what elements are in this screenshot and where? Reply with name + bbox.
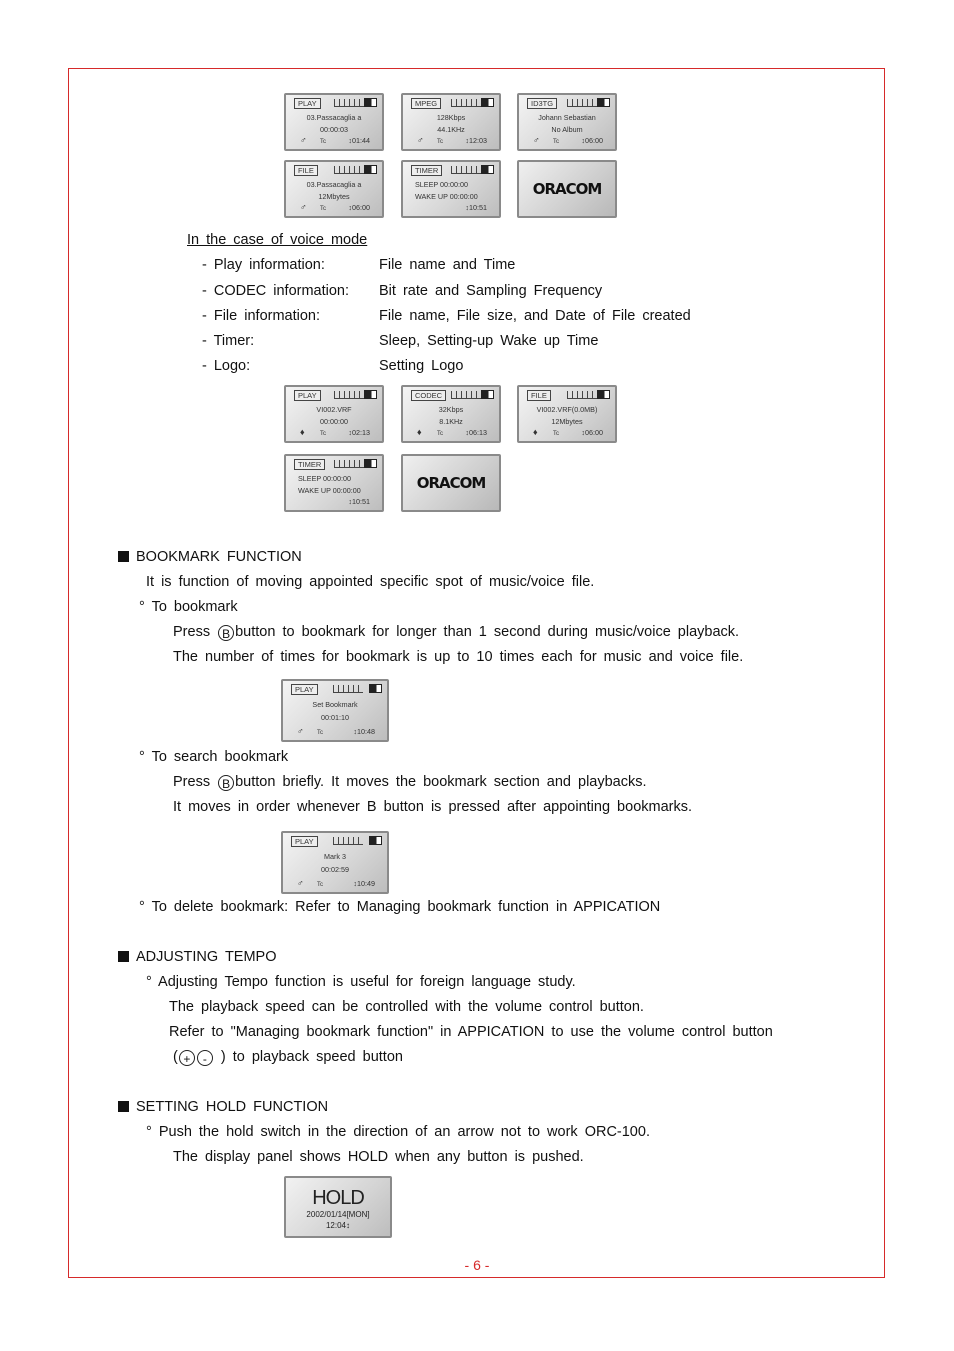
lcd-line2: 8.1KHz <box>439 417 463 426</box>
plus-button-icon: + <box>179 1050 195 1066</box>
eq-icon: Tc <box>317 730 323 736</box>
mic-icon: ♦ <box>300 427 305 437</box>
lcd-tab: PLAY <box>294 390 321 401</box>
voice-mode-heading: In the case of voice mode <box>187 232 368 248</box>
mode-icon: ♂ <box>300 135 307 145</box>
hold-section-title <box>118 1099 328 1115</box>
lcd-line2: 44.1KHz <box>437 125 465 134</box>
hold-text: HOLD <box>312 1187 364 1209</box>
voice-item-value: Sleep, Setting-up Wake up Time <box>379 333 599 349</box>
lcd-id3tag-screen <box>517 93 617 151</box>
lcd-time: ↕10:51 <box>465 203 487 212</box>
lcd-tab: TIMER <box>294 459 325 470</box>
minus-button-icon: - <box>197 1050 213 1066</box>
lcd-hold-screen <box>284 1176 392 1238</box>
eq-icon: Tc <box>320 431 326 437</box>
lcd-line1: VI002.VRF(0.0MB) <box>536 405 598 414</box>
lcd-time: ↕12:03 <box>465 136 487 145</box>
lcd-voice-file-screen <box>517 385 617 443</box>
lcd-time: ↕06:00 <box>581 136 603 145</box>
lcd-tab: PLAY <box>294 98 321 109</box>
voice-item-value: Setting Logo <box>379 358 464 374</box>
lcd-line2: 12Mbytes <box>551 417 583 426</box>
section-title-text: BOOKMARK FUNCTION <box>136 549 302 565</box>
lcd-tab: FILE <box>527 390 551 401</box>
voice-item-label: - Logo: <box>202 358 251 374</box>
eq-icon: Tc <box>437 431 443 437</box>
lcd-set-bookmark-screen <box>281 679 389 742</box>
voice-item-label: - Timer: <box>202 333 255 349</box>
oracom-logo: ORACOM <box>517 160 617 218</box>
lcd-line1: VI002.VRF <box>316 405 352 414</box>
lcd-line2: 12Mbytes <box>318 192 350 201</box>
tempo-line3: Refer to "Managing bookmark function" in APPICATION to use the volume control button <box>169 1024 773 1040</box>
eq-icon: Tc <box>553 139 559 145</box>
lcd-line1: 03.Passacaglia a <box>306 113 362 122</box>
bookmark-intro: It is function of moving appointed specific spot of music/voice file. <box>146 574 595 590</box>
delete-bookmark-line: ° To delete bookmark: Refer to Managing bookmark function in APPICATION <box>139 899 661 915</box>
volume-bars-icon <box>334 166 364 174</box>
search-line1-text: button briefly. It moves the bookmark section and playbacks. <box>235 774 647 790</box>
lcd-line1: Johann Sebastian <box>538 113 596 122</box>
volume-bars-icon <box>333 837 363 845</box>
lcd-tab: ID3TG <box>527 98 557 109</box>
lcd-line1: SLEEP 00:00:00 <box>298 474 352 483</box>
lcd-tab: MPEG <box>411 98 441 109</box>
lcd-time: ↕02:13 <box>348 428 370 437</box>
volume-bars-icon <box>567 391 597 399</box>
lcd-time: ↕10:51 <box>348 497 370 506</box>
lcd-tab: TIMER <box>411 165 442 176</box>
lcd-file-screen <box>284 160 384 218</box>
lcd-line1: 32Kbps <box>438 405 464 414</box>
lcd-tab: PLAY <box>291 684 318 695</box>
battery-icon <box>481 390 494 399</box>
hold-time: 12:04↕ <box>325 1221 351 1230</box>
to-bookmark-heading: ° To bookmark <box>139 599 238 615</box>
tempo-section-title <box>118 949 277 965</box>
lcd-mpeg-screen <box>401 93 501 151</box>
tempo-line2: The playback speed can be controlled with the volume control button. <box>169 999 644 1015</box>
volume-bars-icon <box>451 166 481 174</box>
b-button-icon: B <box>218 775 234 791</box>
volume-bars-icon <box>333 685 363 693</box>
lcd-play-screen <box>284 93 384 151</box>
section-title-text: ADJUSTING TEMPO <box>136 949 277 965</box>
lcd-line2: 00:01:10 <box>321 713 349 722</box>
tempo-line4 <box>173 1049 403 1066</box>
lcd-time: ↕10:49 <box>353 879 375 888</box>
lcd-line2: 00:00:03 <box>320 125 348 134</box>
lcd-line1: 128Kbps <box>436 113 466 122</box>
lcd-line1: Set Bookmark <box>312 700 358 709</box>
hold-line2: The display panel shows HOLD when any button is pushed. <box>173 1149 584 1165</box>
search-line1 <box>173 774 647 791</box>
mode-icon: ♂ <box>533 135 540 145</box>
bookmark-line1 <box>173 624 739 641</box>
lcd-line2: 00:02:59 <box>321 865 349 874</box>
battery-icon <box>481 165 494 174</box>
battery-icon <box>597 390 610 399</box>
square-bullet-icon <box>118 1101 129 1112</box>
lcd-time: ↕01:44 <box>348 136 370 145</box>
volume-bars-icon <box>567 99 597 107</box>
eq-icon: Tc <box>320 139 326 145</box>
lcd-time: ↕06:00 <box>581 428 603 437</box>
open-paren: ( <box>173 1049 178 1065</box>
lcd-line2: WAKE UP 00:00:00 <box>415 192 478 201</box>
volume-bars-icon <box>334 391 364 399</box>
eq-icon: Tc <box>320 206 326 212</box>
lcd-voice-play-screen <box>284 385 384 443</box>
lcd-voice-codec-screen <box>401 385 501 443</box>
square-bullet-icon <box>118 551 129 562</box>
voice-item-value: File name and Time <box>379 257 516 273</box>
tempo-line1: ° Adjusting Tempo function is useful for foreign language study. <box>146 974 576 990</box>
battery-icon <box>364 390 377 399</box>
volume-bars-icon <box>334 99 364 107</box>
voice-item-label: - File information: <box>202 308 321 324</box>
mode-icon: ♂ <box>300 202 307 212</box>
eq-icon: Tc <box>437 139 443 145</box>
hold-line1: ° Push the hold switch in the direction of an arrow not to work ORC-100. <box>146 1124 650 1140</box>
oracom-logo: ORACOM <box>401 454 501 512</box>
lcd-time: ↕10:48 <box>353 727 375 736</box>
volume-bars-icon <box>451 391 481 399</box>
voice-item-value: Bit rate and Sampling Frequency <box>379 283 603 299</box>
lcd-tab: FILE <box>294 165 318 176</box>
lcd-line2: WAKE UP 00:00:00 <box>298 486 361 495</box>
square-bullet-icon <box>118 951 129 962</box>
b-button-icon: B <box>218 625 234 641</box>
mic-icon: ♦ <box>417 427 422 437</box>
lcd-time: ↕06:00 <box>348 203 370 212</box>
voice-item-label: - CODEC information: <box>202 283 350 299</box>
page-border <box>68 68 885 1278</box>
voice-item-value: File name, File size, and Date of File created <box>379 308 691 324</box>
voice-item-label: - Play information: <box>202 257 325 273</box>
lcd-tab: PLAY <box>291 836 318 847</box>
battery-icon <box>364 98 377 107</box>
press-text: Press <box>173 774 211 790</box>
tempo-line4-text: ) to playback speed button <box>220 1049 403 1065</box>
mode-icon: ♂ <box>297 726 304 736</box>
to-search-heading: ° To search bookmark <box>139 749 289 765</box>
battery-icon <box>369 684 382 693</box>
lcd-voice-timer-screen <box>284 454 384 512</box>
lcd-tab: CODEC <box>411 390 446 401</box>
lcd-timer-screen <box>401 160 501 218</box>
battery-icon <box>369 836 382 845</box>
hold-date: 2002/01/14[MON] <box>306 1210 370 1219</box>
search-line2: It moves in order whenever B button is pressed after appointing bookmarks. <box>173 799 693 815</box>
mic-icon: ♦ <box>533 427 538 437</box>
battery-icon <box>481 98 494 107</box>
volume-bars-icon <box>334 460 364 468</box>
lcd-line2: No Album <box>551 125 583 134</box>
page-number: - 6 - <box>464 1257 490 1273</box>
battery-icon <box>597 98 610 107</box>
lcd-line1: SLEEP 00:00:00 <box>415 180 469 189</box>
press-text: Press <box>173 624 211 640</box>
bookmark-section-title <box>118 549 302 565</box>
bookmark-line2: The number of times for bookmark is up to 10 times each for music and voice file. <box>173 649 744 665</box>
lcd-mark-screen <box>281 831 389 894</box>
battery-icon <box>364 165 377 174</box>
bookmark-line1-text: button to bookmark for longer than 1 second during music/voice playback. <box>235 624 740 640</box>
eq-icon: Tc <box>317 882 323 888</box>
mode-icon: ♂ <box>297 878 304 888</box>
section-title-text: SETTING HOLD FUNCTION <box>136 1099 329 1115</box>
lcd-time: ↕06:13 <box>465 428 487 437</box>
eq-icon: Tc <box>553 431 559 437</box>
lcd-line1: 03.Passacaglia a <box>306 180 362 189</box>
lcd-line2: 00:00:00 <box>320 417 348 426</box>
volume-bars-icon <box>451 99 481 107</box>
battery-icon <box>364 459 377 468</box>
mode-icon: ♂ <box>417 135 424 145</box>
lcd-line1: Mark 3 <box>324 852 346 861</box>
